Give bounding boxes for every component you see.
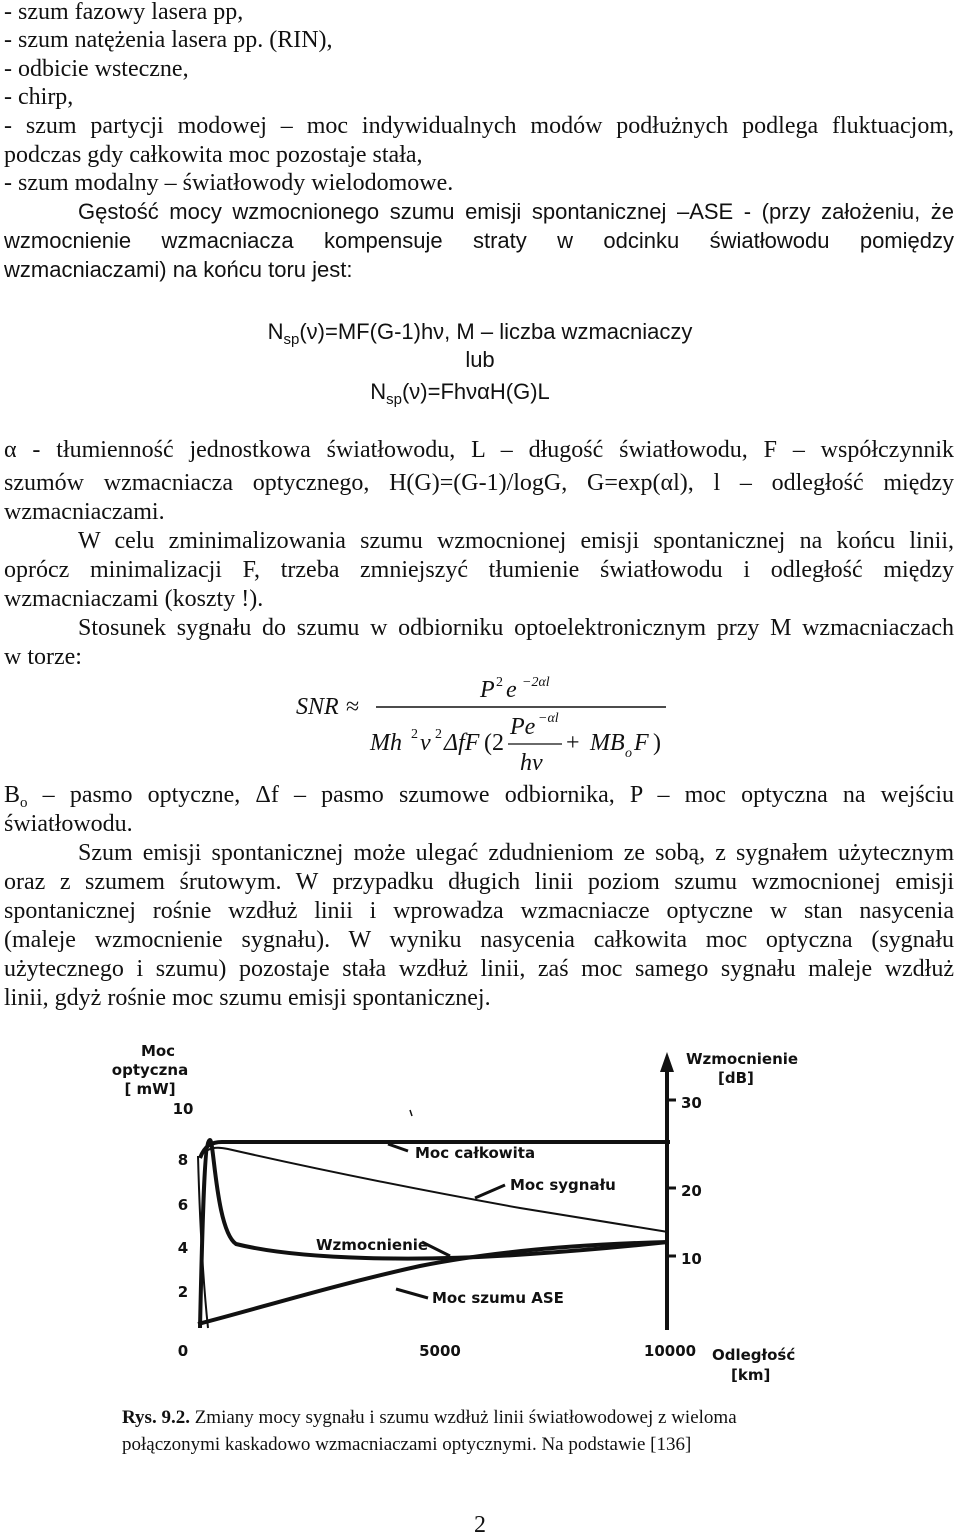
formula-num-p: P [480, 677, 495, 703]
paragraph-line: światłowodu. [4, 811, 133, 837]
x-axis-title-2: [km] [731, 1366, 771, 1384]
paragraph-line: linii, gdyż rośnie moc szumu emisji spontanicznej. [4, 985, 491, 1011]
caption-label: Rys. 9.2. [122, 1407, 190, 1428]
formula-den-nu2: 2 [435, 727, 442, 742]
formula-den-mb: MB [590, 730, 625, 756]
label-moc-szumu-ase: Moc szumu ASE [432, 1289, 564, 1307]
label-wzmocnienie: Wzmocnienie [316, 1236, 429, 1254]
list-item: - odbicie wsteczne, [4, 56, 189, 82]
paragraph-line: Stosunek sygnału do szumu w odbiorniku optoelektronicznym przy M wzmacniaczach [78, 615, 954, 641]
formula-num-e: e [506, 677, 517, 703]
left-axis-title-2: optyczna [111, 1061, 189, 1079]
page-number: 2 [474, 1512, 486, 1538]
right-tick: 30 [681, 1094, 702, 1112]
left-tick: 2 [177, 1283, 189, 1301]
list-item: - szum natężenia lasera pp. (RIN), [4, 27, 333, 53]
formula-approx: ≈ [346, 694, 360, 720]
list-item: - szum partycji modowej – moc indywidualnych modów podłużnych podlega fluktuacjom, [4, 113, 954, 139]
formula-den-m: Mh [370, 730, 402, 756]
left-tick: 8 [177, 1151, 189, 1169]
snr-formula [0, 668, 960, 778]
arrow-moc-sygnalu [475, 1185, 505, 1198]
arrow-moc-szumu [396, 1289, 428, 1298]
left-tick: 4 [177, 1239, 189, 1257]
paragraph-line: wzmocnienie wzmacniacza kompensuje straty w odcinku światłowodu pomiędzy [4, 228, 954, 253]
paragraph-line: oprócz minimalizacji F, trzeba zmniejszyć tłumienie światłowodu i odległość między [4, 557, 954, 583]
formula-den-close: ) [653, 730, 661, 756]
right-axis-title-1: Wzmocnienie [686, 1050, 799, 1068]
paragraph-line: W celu zminimalizowania szumu wzmocnionej emisji spontanicznej na końcu linii, [78, 528, 954, 554]
left-axis-title-1: Moc [140, 1042, 176, 1060]
left-tick: 0 [177, 1342, 189, 1360]
paragraph-line: α - tłumienność jednostkowa światłowodu, L – długość światłowodu, F – współczynnik [4, 437, 954, 463]
paragraph-line: wzmacniaczami. [4, 499, 165, 525]
list-item: - szum fazowy lasera pp, [4, 0, 244, 25]
paragraph-line: Szum emisji spontanicznej może ulegać zdudnieniom ze sobą, z sygnałem użytecznym [78, 840, 954, 866]
right-axis-arrow [660, 1052, 674, 1072]
left-tick: 10 [172, 1100, 194, 1118]
formula-den-h2: 2 [411, 727, 418, 742]
list-item: - szum modalny – światłowody wielodomowe. [4, 170, 454, 196]
right-tick: 20 [681, 1182, 702, 1200]
paragraph-line: (maleje wzmocnienie sygnału). W wyniku nasycenia całkowita moc optyczna (sygnału [4, 927, 954, 953]
paragraph-line: szumów wzmacniacza optycznego, H(G)=(G-1)/logG, G=exp(αl), l – odległość między [4, 470, 954, 496]
formula-den-f: F [634, 730, 649, 756]
formula-num-exp: 2 [496, 675, 503, 690]
formula-den-nu: ν [420, 730, 431, 756]
left-tick: 6 [177, 1196, 189, 1214]
label-moc-calkowita: Moc całkowita [415, 1144, 536, 1162]
x-axis-title-1: Odległość [712, 1346, 796, 1364]
equation-nsp-1: $N_{sp}(\nu)=MF(G-1)h\nu$, M – liczba wzmacniaczy [267, 319, 693, 348]
list-item: - chirp, [4, 84, 74, 110]
paragraph-line: użytecznego i szumu) pozostaje stała wzdłuż linii, zaś moc samego sygnału maleje wzdłuż [4, 956, 954, 982]
caption-line-1: Rys. 9.2. Zmiany mocy sygnału i szumu wzdłuż linii światłowodowej z wieloma [122, 1407, 737, 1428]
curve-moc-szumu-ase [198, 1242, 668, 1324]
formula-inner-num: Pe [510, 714, 536, 740]
paragraph-line: oraz z szumem śrutowym. W przypadku długich linii poziom szumu wzmocnionej emisji [4, 869, 954, 895]
stray-mark [410, 1110, 412, 1116]
formula-den-df: ΔfF [444, 730, 480, 756]
formula-inner-den: hν [520, 750, 543, 776]
caption-line-2: połączonymi kaskadowo wzmacniaczami optycznymi. Na podstawie [136] [122, 1434, 692, 1455]
paragraph-line: spontanicznej rośnie wzdłuż linii i wprowadza wzmacniacze optyczne w stan nasycenia [4, 898, 954, 924]
arrow-moc-calkowita [388, 1144, 408, 1151]
x-tick: 10000 [643, 1342, 697, 1360]
paragraph-line: $B_o$ – pasmo optyczne, Δf – pasmo szumowe odbiornika, P – moc optyczna na wejściu [4, 782, 954, 811]
x-tick: 5000 [419, 1342, 461, 1360]
formula-snr: SNR [296, 694, 339, 720]
formula-den-o: o [625, 746, 632, 761]
formula-den-open: (2 [484, 730, 504, 756]
left-axis-title-3: [ mW] [124, 1080, 176, 1098]
formula-den-plus: + [566, 730, 580, 756]
formula-inner-sup: −αl [538, 711, 559, 726]
paragraph-line: w torze: [4, 644, 82, 670]
figure-caption [122, 1404, 842, 1458]
paragraph-line: wzmacniaczami) na końcu toru jest: [4, 257, 353, 282]
formula-num-sup: −2αl [522, 675, 550, 690]
equation-nsp-2: $N_{sp}(\nu)=Fh\nu\alpha H(G)L$ [370, 379, 550, 408]
paragraph-line: Gęstość mocy wzmocnionego szumu emisji spontanicznej –ASE - (przy założeniu, że [78, 199, 954, 224]
right-tick: 10 [681, 1250, 702, 1268]
paragraph-line: wzmacniaczami (koszty !). [4, 586, 264, 612]
list-item: podczas gdy całkowita moc pozostaje stała, [4, 142, 423, 168]
figure-plot [0, 1030, 960, 1410]
equation-lub: lub [465, 347, 495, 372]
right-axis-title-2: [dB] [718, 1069, 754, 1087]
label-moc-sygnalu: Moc sygnału [510, 1176, 616, 1194]
